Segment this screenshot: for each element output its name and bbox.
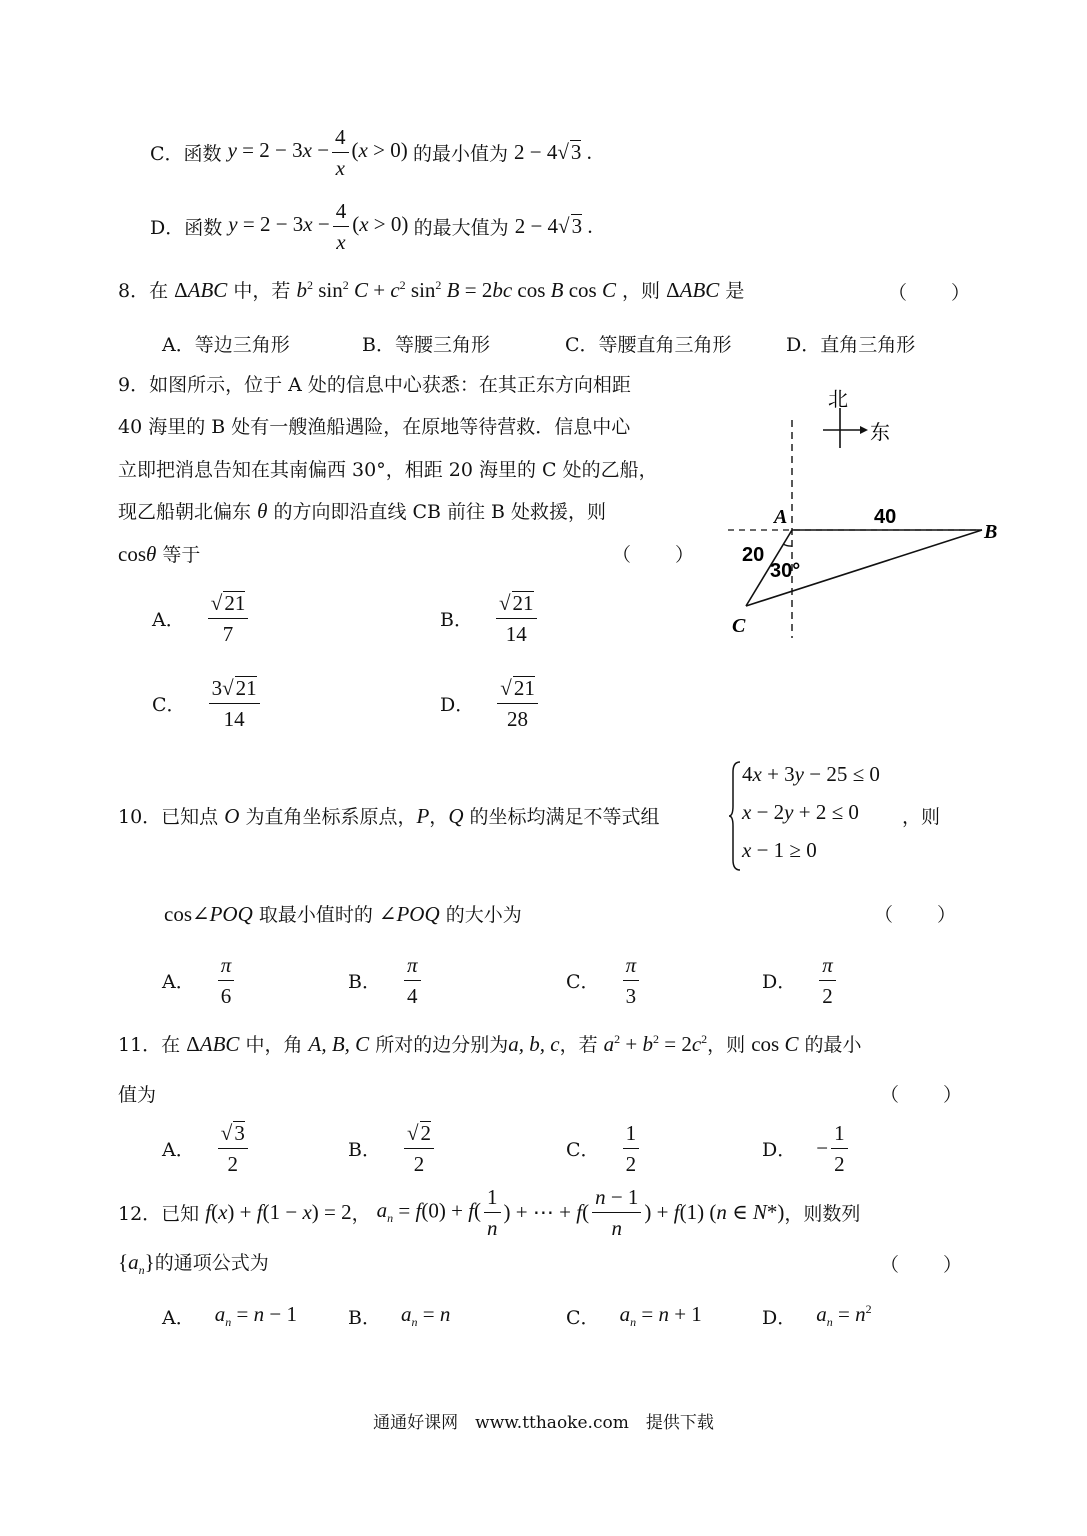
east-label: 东 (870, 420, 890, 444)
q10-text1: 为直角坐标系原点， (245, 806, 417, 828)
q9-line4b: 的方向即沿直线 CB 前往 B 处救援，则 (273, 501, 607, 523)
q11-option-d: D． − $\frac{1}{2}$ (762, 1118, 851, 1179)
q9-figure (720, 380, 1010, 650)
q12-number: 12．已知 (118, 1203, 200, 1225)
distance-ab-label: 40 (874, 506, 897, 528)
q7-c-value: 2 − 4√3 . (514, 140, 592, 164)
q10-points: P (416, 804, 430, 828)
q9-line5-text: 等于 (162, 544, 201, 566)
q9-theta: θ (257, 499, 268, 523)
q10-text3: ，则 (902, 806, 941, 828)
q7-option-c (150, 122, 592, 183)
q9-option-b: B． $\frac{√21}{14}$ (440, 588, 540, 649)
q8-option-b: B．等腰三角形 (362, 334, 490, 356)
q10-answer-paren: （ ） (874, 904, 959, 926)
q7-d-formula: y = 2 − 3x − $\frac{4}{x}$ (x > 0) (228, 212, 413, 236)
q8-option-c: C．等腰直角三角形 (565, 334, 732, 356)
q9-line5 (118, 540, 200, 567)
q12-option-c: C． $a_n = n + 1$ (566, 1302, 702, 1330)
q8-text3: 是 (725, 280, 745, 302)
q12-option-b: B． $a_n = n$ (348, 1302, 451, 1330)
q7-c-label: C．函数 (150, 143, 222, 165)
angle-arc (783, 544, 792, 546)
q7-option-d (150, 196, 593, 257)
q10-ineq-1: 4x + 3y − 25 ≤ 0 (742, 762, 880, 786)
q8-equation: $b^2$ $\sin^2 C + c^2$ $\sin^2 B = 2bc$ cos B cos C (296, 278, 616, 302)
q10-option-d: D． $\frac{\pi}{2}$ (762, 950, 839, 1011)
point-c-label: C (732, 615, 746, 637)
q8-triangle: ΔABC (174, 278, 228, 302)
q8-text2: ，则 (622, 280, 661, 302)
q11-option-b: B． $\frac{√2}{2}$ (348, 1118, 437, 1179)
q12-line2: $\{a_n\}$的通项公式为 (118, 1250, 269, 1278)
q9-option-d: D． $\frac{√21}{28}$ (440, 673, 541, 734)
q11-answer-paren: （ ） (880, 1084, 965, 1106)
q10-stem: 10．已知点 O 为直角坐标系原点，P，Q 的坐标均满足不等式组 (118, 804, 660, 828)
q12-option-a: A． $a_n = n - 1$ (162, 1302, 297, 1330)
angle-label: 30° (770, 560, 801, 582)
north-label: 北 (828, 387, 848, 411)
q12-option-d: D． $a_n = n^2$ (762, 1302, 872, 1330)
q8-stem (118, 276, 744, 303)
q9-line4 (118, 497, 606, 524)
q9-cos-theta: cosθ (118, 542, 157, 566)
q9-option-a: A． $\frac{√21}{7}$ (152, 588, 251, 649)
page-footer: 通通好课网 www.tthaoke.com 提供下载 (373, 1413, 714, 1433)
q8-text1: 中，若 (233, 280, 291, 302)
q7-c-tail: 的最小值为 (412, 143, 508, 165)
q10-ineq-3: x − 1 ≥ 0 (742, 838, 817, 862)
q11-option-a: A． $\frac{√3}{2}$ (162, 1118, 251, 1179)
q12-stem: 12．已知 f(x) + f(1 − x) = 2， $a_n = f(0) + f$( $\frac{1}{n}$ ) + ⋯ + f( $\frac{n - 1}{n}$ ) + f(1) (n ∈ N*)，则数列 (118, 1182, 860, 1243)
q9-line3: 立即把消息告知在其南偏西 30°，相距 20 海里的 C 处的乙船， (118, 459, 658, 481)
q9-line2: 40 海里的 B 处有一艘渔船遇险，在原地等待营救．信息中心 (118, 416, 631, 438)
q7-c-formula: y = 2 − 3x − $\frac{4}{x}$ (x > 0) (228, 138, 413, 162)
q9-answer-paren: （ ） (612, 544, 697, 566)
q8-option-d: D．直角三角形 (786, 334, 916, 356)
q7-d-value: 2 − 4√3 . (514, 214, 593, 238)
q11-number: 11．在 (118, 1034, 181, 1056)
q10-ineq-2: x − 2y + 2 ≤ 0 (742, 800, 859, 824)
q10-text2: 的坐标均满足不等式组 (469, 806, 660, 828)
q8-answer-paren: （ ） (888, 282, 973, 304)
q7-d-tail: 的最大值为 (413, 217, 509, 239)
q11-line2: 值为 (118, 1084, 157, 1106)
q10-origin: O (224, 804, 240, 828)
q10-line2b: 的大小为 (445, 904, 522, 926)
q7-d-label: D．函数 (150, 217, 223, 239)
point-b-label: B (984, 521, 998, 543)
q8-triangle-2: ΔABC (666, 278, 720, 302)
q9-option-c: C． $\frac{3√21}{14}$ (152, 673, 263, 734)
q10-option-b: B． $\frac{\pi}{4}$ (348, 950, 424, 1011)
left-brace-icon (728, 760, 742, 872)
q10-number: 10．已知点 (118, 806, 219, 828)
q10-option-a: A． $\frac{\pi}{6}$ (162, 950, 237, 1011)
q12-answer-paren: （ ） (880, 1254, 965, 1276)
point-a-label: A (774, 506, 788, 528)
east-arrow-icon (860, 426, 868, 434)
q8-option-a: A．等边三角形 (162, 334, 290, 356)
q8-number: 8．在 (118, 280, 169, 302)
q10-line2: cos∠POQ 取最小值时的 ∠POQ 的大小为 (164, 902, 522, 926)
q9-line4a: 现乙船朝北偏东 (118, 501, 252, 523)
q10-inequality-system (728, 760, 908, 872)
q10-line2a: 取最小值时的 (258, 904, 373, 926)
q11-stem: 11．在 ΔABC 中，角 A, B, C 所对的边分别为a, b, c，若 $a^2 + b^2 = 2c^2$，则 cos C 的最小 (118, 1032, 862, 1056)
q11-option-c: C． $\frac{1}{2}$ (566, 1118, 642, 1179)
q10-option-c: C． $\frac{\pi}{3}$ (566, 950, 642, 1011)
q9-line1: 9．如图所示，位于 A 处的信息中心获悉：在其正东方向相距 (118, 374, 631, 396)
distance-ac-label: 20 (742, 544, 765, 566)
